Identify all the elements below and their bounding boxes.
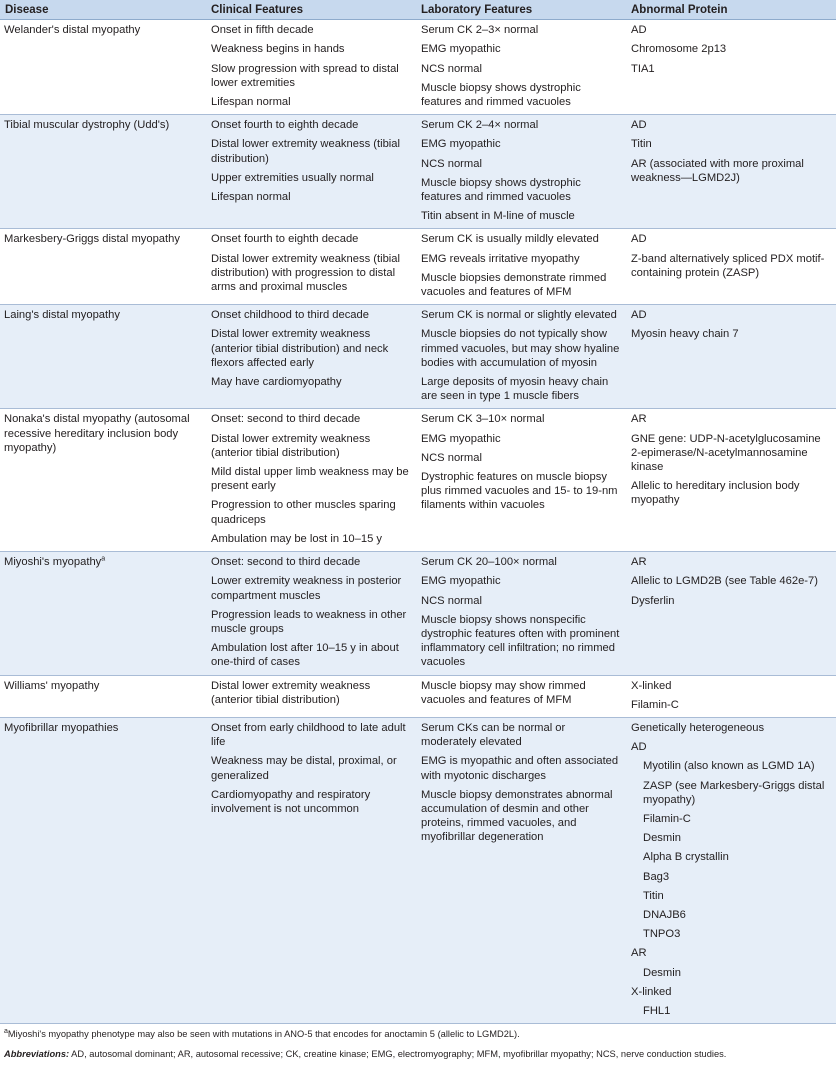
laboratory-features-cell: [416, 115, 626, 229]
clinical-feature: Distal lower extremity weakness (anterior tibial distribution): [211, 679, 371, 706]
laboratory-feature: Serum CK 20–100× normal: [421, 556, 557, 569]
clinical-feature: Onset fourth to eighth decade: [211, 119, 359, 132]
disease-cell: [0, 115, 206, 229]
footnote-text: Miyoshi's myopathy phenotype may also be seen with mutations in ANO-5 that encodes for anoctamin 5 (allelic to LGMD2L).: [7, 1029, 520, 1040]
laboratory-features-cell: [416, 675, 626, 717]
clinical-feature: Ambulation may be lost in 10–15 y: [211, 532, 383, 545]
laboratory-feature: Muscle biopsies do not typically show rimmed vacuoles, but may show hyaline bodies with accumulation of myosin: [421, 328, 620, 369]
disease-name: Tibial muscular dystrophy (Udd's): [4, 119, 170, 132]
protein-item: AR (associated with more proximal weakness—LGMD2J): [631, 157, 804, 184]
table-row: [0, 409, 836, 552]
clinical-feature: Onset fourth to eighth decade: [211, 233, 359, 246]
protein-item: FHL1: [643, 1004, 671, 1017]
clinical-features-cell: [206, 409, 416, 552]
disease-cell: [0, 675, 206, 717]
abnormal-protein-cell: [626, 20, 836, 115]
disease-cell: [0, 20, 206, 115]
protein-item: AR: [631, 556, 647, 569]
table-row: [0, 20, 836, 115]
table-header-row: [0, 0, 836, 20]
clinical-feature: Ambulation lost after 10–15 y in about one-third of cases: [211, 642, 399, 669]
protein-item: Filamin-C: [643, 812, 691, 825]
disease-name: Myofibrillar myopathies: [4, 721, 119, 734]
table-row: [0, 305, 836, 409]
clinical-feature: Distal lower extremity weakness (anterior tibial distribution) and neck flexors affected early: [211, 328, 389, 369]
header-laboratory-features: Laboratory Features: [416, 0, 626, 20]
disease-cell: [0, 409, 206, 552]
clinical-feature: Onset in fifth decade: [211, 24, 314, 37]
protein-item: Bag3: [643, 870, 670, 883]
laboratory-feature: EMG reveals irritative myopathy: [421, 252, 580, 265]
protein-item: Desmin: [643, 966, 681, 979]
abnormal-protein-cell: [626, 552, 836, 675]
laboratory-features-cell: [416, 305, 626, 409]
clinical-feature: Mild distal upper limb weakness may be present early: [211, 466, 409, 493]
laboratory-feature: EMG is myopathic and often associated with myotonic discharges: [421, 755, 619, 782]
clinical-feature: Lifespan normal: [211, 191, 291, 204]
laboratory-feature: Muscle biopsy demonstrates abnormal accumulation of desmin and other proteins, rimmed vacuoles, and myofibrillar degeneration: [421, 788, 613, 844]
disease-name: Markesbery-Griggs distal myopathy: [4, 233, 180, 246]
laboratory-feature: EMG myopathic: [421, 138, 501, 151]
clinical-feature: Lifespan normal: [211, 96, 291, 109]
disease-cell: [0, 717, 206, 1023]
protein-item: AD: [631, 741, 647, 754]
clinical-feature: Distal lower extremity weakness (anterior tibial distribution): [211, 432, 371, 459]
disease-cell: [0, 229, 206, 305]
laboratory-feature: Muscle biopsy shows dystrophic features and rimmed vacuoles: [421, 176, 581, 204]
table-row: [0, 675, 836, 717]
table-row: [0, 229, 836, 305]
laboratory-feature: Dystrophic features on muscle biopsy plus rimmed vacuoles and 15- to 19-nm filaments within vacuoles: [421, 471, 618, 512]
laboratory-features-cell: [416, 552, 626, 675]
protein-item: AR: [631, 413, 647, 426]
laboratory-feature: Serum CK is usually mildly elevated: [421, 233, 599, 246]
clinical-feature: Weakness may be distal, proximal, or generalized: [211, 755, 397, 782]
clinical-feature: Progression leads to weakness in other muscle groups: [211, 608, 407, 635]
laboratory-feature: Muscle biopsies demonstrate rimmed vacuoles and features of MFM: [421, 271, 607, 299]
protein-item: Dysferlin: [631, 594, 675, 607]
clinical-features-cell: [206, 305, 416, 409]
clinical-feature: Progression to other muscles sparing quadriceps: [211, 499, 396, 526]
disease-cell: [0, 305, 206, 409]
disease-name: Welander's distal myopathy: [4, 24, 141, 37]
laboratory-feature: EMG myopathic: [421, 432, 501, 445]
laboratory-feature: Muscle biopsy shows nonspecific dystrophic features often with prominent inflammatory cell infiltration; no rimmed vacuoles: [421, 613, 620, 669]
protein-item: AD: [631, 24, 647, 37]
abnormal-protein-cell: [626, 305, 836, 409]
laboratory-feature: EMG myopathic: [421, 43, 501, 56]
abnormal-protein-cell: [626, 717, 836, 1023]
protein-item: Titin: [643, 889, 664, 902]
clinical-features-cell: [206, 675, 416, 717]
footnote-ref: a: [101, 555, 106, 563]
abbreviations-text: AD, autosomal dominant; AR, autosomal recessive; CK, creatine kinase; EMG, electromyography; MFM, myofibrillar myopathy; NCS, nerve conduction studies.: [69, 1049, 727, 1060]
abnormal-protein-cell: [626, 229, 836, 305]
clinical-features-cell: [206, 552, 416, 675]
footnote-marker: a: [4, 1028, 8, 1036]
clinical-features-cell: [206, 717, 416, 1023]
protein-item: AD: [631, 119, 647, 132]
protein-item: Allelic to LGMD2B (see Table 462e-7): [631, 575, 818, 588]
abnormal-protein-cell: [626, 409, 836, 552]
protein-item: X-linked: [631, 679, 672, 692]
laboratory-feature: NCS normal: [421, 62, 482, 75]
header-clinical-features: Clinical Features: [206, 0, 416, 20]
protein-item: Myosin heavy chain 7: [631, 328, 739, 341]
laboratory-feature: NCS normal: [421, 157, 482, 170]
protein-item: Chromosome 2p13: [631, 43, 727, 56]
protein-item: Allelic to hereditary inclusion body myopathy: [631, 480, 800, 507]
protein-item: TIA1: [631, 62, 655, 75]
protein-item: Genetically heterogeneous: [631, 721, 765, 734]
clinical-feature: Lower extremity weakness in posterior compartment muscles: [211, 575, 402, 602]
clinical-feature: Onset childhood to third decade: [211, 309, 369, 322]
laboratory-features-cell: [416, 229, 626, 305]
protein-item: Z-band alternatively spliced PDX motif-containing protein (ZASP): [631, 252, 825, 279]
clinical-features-cell: [206, 115, 416, 229]
disease-name: Nonaka's distal myopathy (autosomal recessive hereditary inclusion body myopathy): [4, 413, 190, 454]
protein-item: AR: [631, 947, 647, 960]
table-row: [0, 717, 836, 1023]
protein-item: Filamin-C: [631, 698, 679, 711]
clinical-feature: Upper extremities usually normal: [211, 171, 374, 184]
table-row: [0, 115, 836, 229]
protein-item: AD: [631, 309, 647, 322]
abnormal-protein-cell: [626, 115, 836, 229]
laboratory-feature: Large deposits of myosin heavy chain are seen in type 1 muscle fibers: [421, 376, 609, 403]
laboratory-feature: EMG myopathic: [421, 575, 501, 588]
clinical-feature: Distal lower extremity weakness (tibial distribution): [211, 138, 401, 165]
disease-name: Miyoshi's myopathy: [4, 556, 102, 569]
laboratory-features-cell: [416, 717, 626, 1023]
clinical-feature: Onset: second to third decade: [211, 556, 361, 569]
laboratory-features-cell: [416, 20, 626, 115]
clinical-features-cell: [206, 229, 416, 305]
clinical-feature: Slow progression with spread to distal lower extremities: [211, 62, 399, 89]
protein-item: TNPO3: [643, 928, 681, 941]
clinical-features-cell: [206, 20, 416, 115]
laboratory-feature: Serum CK 3–10× normal: [421, 413, 545, 426]
protein-item: DNAJB6: [643, 908, 686, 921]
disease-name: Williams' myopathy: [4, 679, 100, 692]
disease-cell: [0, 552, 206, 675]
laboratory-feature: Serum CK 2–3× normal: [421, 24, 539, 37]
protein-item: ZASP (see Markesbery-Griggs distal myopathy): [643, 779, 825, 806]
clinical-feature: Onset from early childhood to late adult life: [211, 721, 406, 749]
table-footnote: [0, 1024, 836, 1040]
clinical-feature: May have cardiomyopathy: [211, 376, 342, 389]
laboratory-feature: Titin absent in M-line of muscle: [421, 210, 575, 223]
protein-item: Desmin: [643, 832, 681, 845]
protein-item: GNE gene: UDP-N-acetylglucosamine 2-epimerase/N-acetylmannosamine kinase: [631, 432, 821, 474]
clinical-feature: Onset: second to third decade: [211, 413, 361, 426]
abbreviations-label: Abbreviations:: [4, 1049, 70, 1060]
laboratory-feature: Serum CK 2–4× normal: [421, 119, 539, 132]
protein-item: AD: [631, 233, 647, 246]
clinical-feature: Weakness begins in hands: [211, 43, 345, 56]
protein-item: Myotilin (also known as LGMD 1A): [643, 760, 815, 773]
table-body: [0, 20, 836, 1024]
laboratory-feature: NCS normal: [421, 451, 482, 464]
protein-item: X-linked: [631, 985, 672, 998]
abnormal-protein-cell: [626, 675, 836, 717]
protein-item: Alpha B crystallin: [643, 851, 729, 864]
abbreviations-note: [0, 1040, 836, 1060]
clinical-feature: Distal lower extremity weakness (tibial distribution) with progression to distal arms and proximal muscles: [211, 252, 401, 294]
laboratory-feature: Muscle biopsy may show rimmed vacuoles and features of MFM: [421, 679, 586, 706]
disease-name: Laing's distal myopathy: [4, 309, 120, 322]
laboratory-feature: Muscle biopsy shows dystrophic features and rimmed vacuoles: [421, 81, 581, 109]
table-row: [0, 552, 836, 675]
laboratory-features-cell: [416, 409, 626, 552]
laboratory-feature: Serum CK is normal or slightly elevated: [421, 309, 617, 322]
header-abnormal-protein: Abnormal Protein: [626, 0, 836, 20]
clinical-feature: Cardiomyopathy and respiratory involvement is not uncommon: [211, 788, 371, 815]
laboratory-feature: NCS normal: [421, 594, 482, 607]
laboratory-feature: Serum CKs can be normal or moderately elevated: [421, 721, 566, 749]
protein-item: Titin: [631, 138, 652, 151]
header-disease: Disease: [0, 0, 206, 20]
